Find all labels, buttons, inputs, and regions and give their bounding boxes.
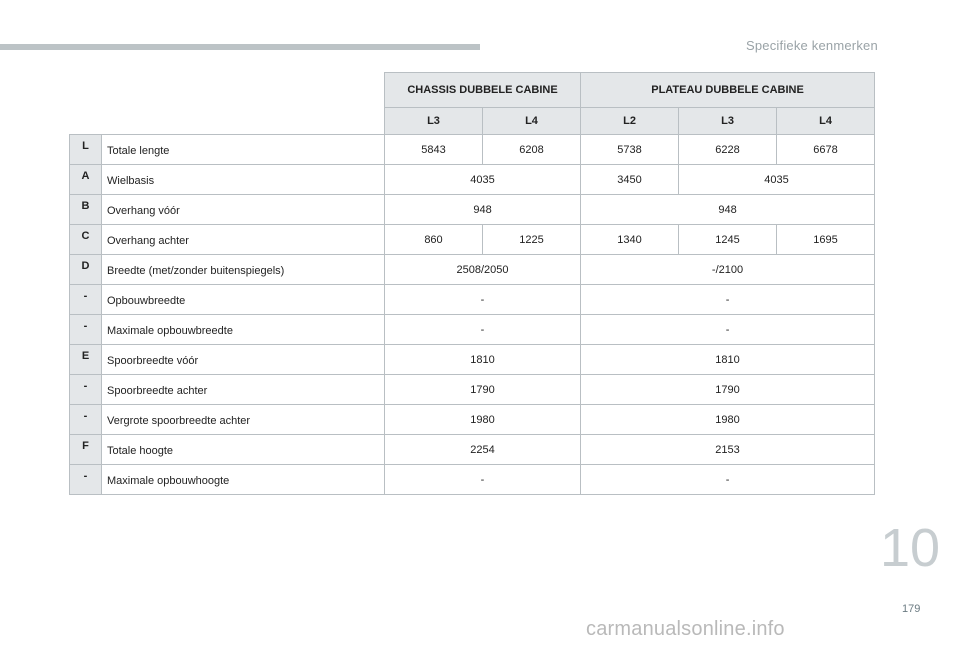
row-label: Breedte (met/zonder buitenspiegels): [102, 255, 385, 285]
row-code: L: [70, 135, 102, 165]
chapter-number: 10: [880, 518, 941, 578]
row-label: Maximale opbouwbreedte: [102, 315, 385, 345]
row-code: E: [70, 345, 102, 375]
row-code: -: [70, 285, 102, 315]
table-cell: -: [385, 315, 581, 345]
table-cell: 1980: [385, 405, 581, 435]
table-cell: 2508/2050: [385, 255, 581, 285]
table-cell: 948: [385, 195, 581, 225]
table-cell: 1225: [483, 225, 581, 255]
row-label: Overhang achter: [102, 225, 385, 255]
table-row: [70, 165, 875, 195]
subheader-cell: L2: [581, 108, 679, 135]
group-header-plateau: PLATEAU DUBBELE CABINE: [581, 73, 875, 108]
table-cell: 6678: [777, 135, 875, 165]
row-label: Spoorbreedte achter: [102, 375, 385, 405]
row-code: -: [70, 375, 102, 405]
table-group-header-row: [70, 73, 875, 108]
table-cell: 1695: [777, 225, 875, 255]
row-code: B: [70, 195, 102, 225]
table-row: [70, 255, 875, 285]
dimensions-table: [69, 72, 875, 495]
table-cell: 1790: [581, 375, 875, 405]
row-label: Vergrote spoorbreedte achter: [102, 405, 385, 435]
table-row: [70, 405, 875, 435]
table-row: [70, 465, 875, 495]
table-subheader-row: [70, 108, 875, 135]
subheader-cell: L3: [385, 108, 483, 135]
table-cell: 2254: [385, 435, 581, 465]
row-code: -: [70, 315, 102, 345]
table-cell: 1340: [581, 225, 679, 255]
table-cell: 1790: [385, 375, 581, 405]
row-code: F: [70, 435, 102, 465]
table-cell: -: [581, 315, 875, 345]
table-row: [70, 285, 875, 315]
table-cell: 948: [581, 195, 875, 225]
table-row: [70, 375, 875, 405]
page-number: 179: [902, 603, 921, 615]
section-title: Specifieke kenmerken: [746, 38, 878, 53]
subheader-cell: L3: [679, 108, 777, 135]
row-code: D: [70, 255, 102, 285]
table-row: [70, 135, 875, 165]
row-code: -: [70, 405, 102, 435]
table-cell: -: [581, 465, 875, 495]
table-cell: 3450: [581, 165, 679, 195]
row-code: A: [70, 165, 102, 195]
row-label: Maximale opbouwhoogte: [102, 465, 385, 495]
table-cell: 860: [385, 225, 483, 255]
header-rule: [0, 44, 480, 50]
table-cell: 4035: [385, 165, 581, 195]
table-cell: 2153: [581, 435, 875, 465]
table-cell: 1810: [581, 345, 875, 375]
row-label: Totale hoogte: [102, 435, 385, 465]
subheader-cell: L4: [777, 108, 875, 135]
row-code: C: [70, 225, 102, 255]
table-row: [70, 195, 875, 225]
table-cell: 1810: [385, 345, 581, 375]
watermark: carmanualsonline.info: [586, 618, 785, 640]
row-label: Overhang vóór: [102, 195, 385, 225]
subheader-cell: L4: [483, 108, 581, 135]
row-label: Opbouwbreedte: [102, 285, 385, 315]
table-cell: 1980: [581, 405, 875, 435]
table-cell: -: [581, 285, 875, 315]
table-cell: 4035: [679, 165, 875, 195]
group-header-chassis: CHASSIS DUBBELE CABINE: [385, 73, 581, 108]
row-label: Totale lengte: [102, 135, 385, 165]
row-label: Wielbasis: [102, 165, 385, 195]
table-cell: 6228: [679, 135, 777, 165]
table-row: [70, 315, 875, 345]
table-row: [70, 225, 875, 255]
table-row: [70, 435, 875, 465]
table-cell: 5738: [581, 135, 679, 165]
row-label: Spoorbreedte vóór: [102, 345, 385, 375]
table-cell: -: [385, 465, 581, 495]
row-code: -: [70, 465, 102, 495]
table-cell: 1245: [679, 225, 777, 255]
table-cell: -/2100: [581, 255, 875, 285]
table-cell: 5843: [385, 135, 483, 165]
table-cell: -: [385, 285, 581, 315]
table-row: [70, 345, 875, 375]
table-cell: 6208: [483, 135, 581, 165]
